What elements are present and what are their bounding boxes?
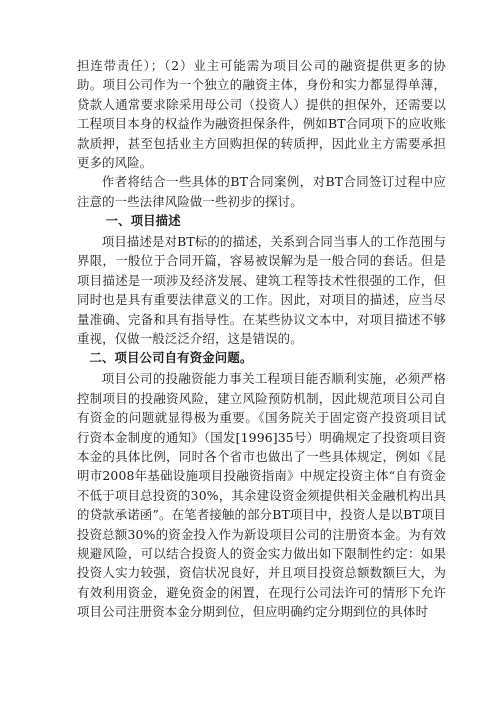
section-heading-1: 一、项目描述 bbox=[105, 213, 181, 229]
paragraph-3: 项目描述是对BT标的的描述，关系到合同当事人的工作范围与界限，一般位于合同开篇，容易被误解为是一般合同的套话。但是项目描述是一项涉及经济发展、建筑工程等技术性很强的工作，但同时也是具有重要法律意义的工作。因此，对项目的描述，应当尽量准确、完备和具有指导性。在某些协议文本中，对项目描述不够重视，仅做一般泛泛介绍，这是错误的。 bbox=[77, 234, 446, 347]
section-heading-2: 二、项目公司自有资金问题。 bbox=[89, 350, 253, 366]
paragraph-4: 项目公司的投融资能力事关工程项目能否顺利实施，必须严格控制项目的投融资风险，建立风险预防机制，因此规范项目公司自有资金的问题就显得极为重要。《国务院关于固定资产投资项目试行资本金制度的通知》（国发[1996]35号）明确规定了投资项目资本金的具体比例，同时各个省市也做出了一些具体规定，例如《昆明市2008年基础设施项目投融资指南》中规定投资主体“自有资金不低于项目总投资的30%，其余建设资金须提供相关金融机构出具的贷款承诺函”。在笔者接触的部分BT项目中，投资人是以BT项目投资总额30%的资金投入作为新设项目公司的注册资本金。为有效规避风险，可以结合投资人的资金实力做出如下限制性约定：如果投资人实力较强，资信状况良好，并且项目投资总额数额巨大，为有效利用资金，避免资金的闲置，在现行公司法许可的情形下允许项目公司注册资本金分期到位，但应明确约定分期到位的具体时 bbox=[77, 371, 446, 620]
paragraph-2: 作者将结合一些具体的BT合同案例，对BT合同签订过程中应注意的一些法律风险做一些初步的探讨。 bbox=[77, 174, 446, 209]
paragraph-1: 担连带责任）；（2）业主可能需为项目公司的融资提供更多的协助。项目公司作为一个独立的融资主体，身份和实力都显得单薄，贷款人通常要求除采用母公司（投资人）提供的担保外，还需要以工程项目本身的权益作为融资担保条件，例如BT合同项下的应收账款质押，甚至包括业主方回购担保的转质押，因此业主方需要承担更多的风险。 bbox=[77, 58, 446, 171]
